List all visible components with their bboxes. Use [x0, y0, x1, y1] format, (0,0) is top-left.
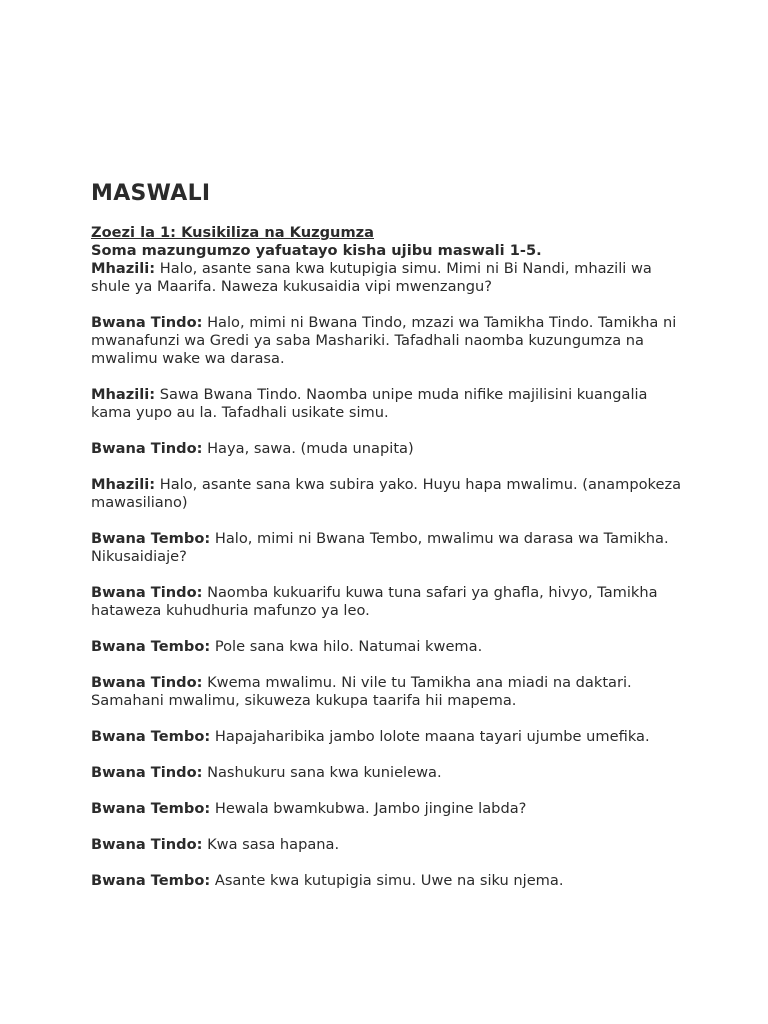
dialogue-turn: [91, 584, 691, 620]
exercise-heading: Zoezi la 1: Kusikiliza na Kuzgumza: [91, 224, 374, 241]
utterance-text: Kwa sasa hapana.: [202, 836, 340, 853]
speaker-name: Bwana Tindo:: [91, 440, 203, 457]
utterance-text: Asante kwa kutupigia simu. Uwe na siku njema.: [210, 872, 564, 889]
dialogue-turn: [91, 440, 691, 458]
utterance-text: Sawa Bwana Tindo. Naomba unipe muda nifike majilisini kuangalia kama yupo au la. Tafadhali usikate simu.: [91, 386, 648, 421]
dialogue-turn: [91, 674, 691, 710]
dialogue-turn: [91, 476, 691, 512]
instruction-text: Soma mazungumzo yafuatayo kisha ujibu maswali 1-5.: [91, 242, 542, 259]
speaker-name: Bwana Tindo:: [91, 836, 203, 853]
utterance-text: Pole sana kwa hilo. Natumai kwema.: [210, 638, 483, 655]
dialogue-turn: [91, 836, 691, 854]
speaker-name: Bwana Tembo:: [91, 638, 211, 655]
page-title: MASWALI: [91, 181, 211, 206]
dialogue-turn: [91, 728, 691, 746]
utterance-text: Kwema mwalimu. Ni vile tu Tamikha ana miadi na daktari. Samahani mwalimu, sikuweza kukupa taarifa hii mapema.: [91, 674, 632, 709]
utterance-text: Halo, asante sana kwa subira yako. Huyu hapa mwalimu. (anampokeza mawasiliano): [91, 476, 682, 511]
dialogue-turn: [91, 530, 691, 566]
utterance-text: Hapajaharibika jambo lolote maana tayari ujumbe umefika.: [210, 728, 650, 745]
utterance-text: Halo, mimi ni Bwana Tindo, mzazi wa Tamikha Tindo. Tamikha ni mwanafunzi wa Gredi ya saba Mashariki. Tafadhali naomba kuzungumza na mwalimu wake wa darasa.: [91, 314, 677, 367]
speaker-name: Bwana Tindo:: [91, 314, 203, 331]
dialogue-turn: [91, 386, 691, 422]
speaker-name: Bwana Tindo:: [91, 674, 203, 691]
dialogue-turn: [91, 260, 691, 296]
dialogue-turn: [91, 764, 691, 782]
speaker-name: Mhazili:: [91, 260, 156, 277]
dialogue-turn: [91, 638, 691, 656]
utterance-text: Naomba kukuarifu kuwa tuna safari ya ghafla, hivyo, Tamikha hataweza kuhudhuria mafunzo ya leo.: [91, 584, 658, 619]
speaker-name: Bwana Tindo:: [91, 584, 203, 601]
utterance-text: Hewala bwamkubwa. Jambo jingine labda?: [210, 800, 527, 817]
dialogue-turn: [91, 800, 691, 818]
dialogue-turn: [91, 314, 691, 368]
document-page: [91, 180, 691, 908]
utterance-text: Haya, sawa. (muda unapita): [202, 440, 414, 457]
speaker-name: Bwana Tembo:: [91, 872, 211, 889]
speaker-name: Bwana Tembo:: [91, 728, 211, 745]
utterance-text: Halo, asante sana kwa kutupigia simu. Mimi ni Bi Nandi, mhazili wa shule ya Maarifa. Naweza kukusaidia vipi mwenzangu?: [91, 260, 652, 295]
speaker-name: Mhazili:: [91, 386, 156, 403]
utterance-text: Halo, mimi ni Bwana Tembo, mwalimu wa darasa wa Tamikha. Nikusaidiaje?: [91, 530, 669, 565]
speaker-name: Bwana Tindo:: [91, 764, 203, 781]
utterance-text: Nashukuru sana kwa kunielewa.: [202, 764, 442, 781]
speaker-name: Bwana Tembo:: [91, 530, 211, 547]
speaker-name: Mhazili:: [91, 476, 156, 493]
speaker-name: Bwana Tembo:: [91, 800, 211, 817]
dialogue-turn: [91, 872, 691, 890]
